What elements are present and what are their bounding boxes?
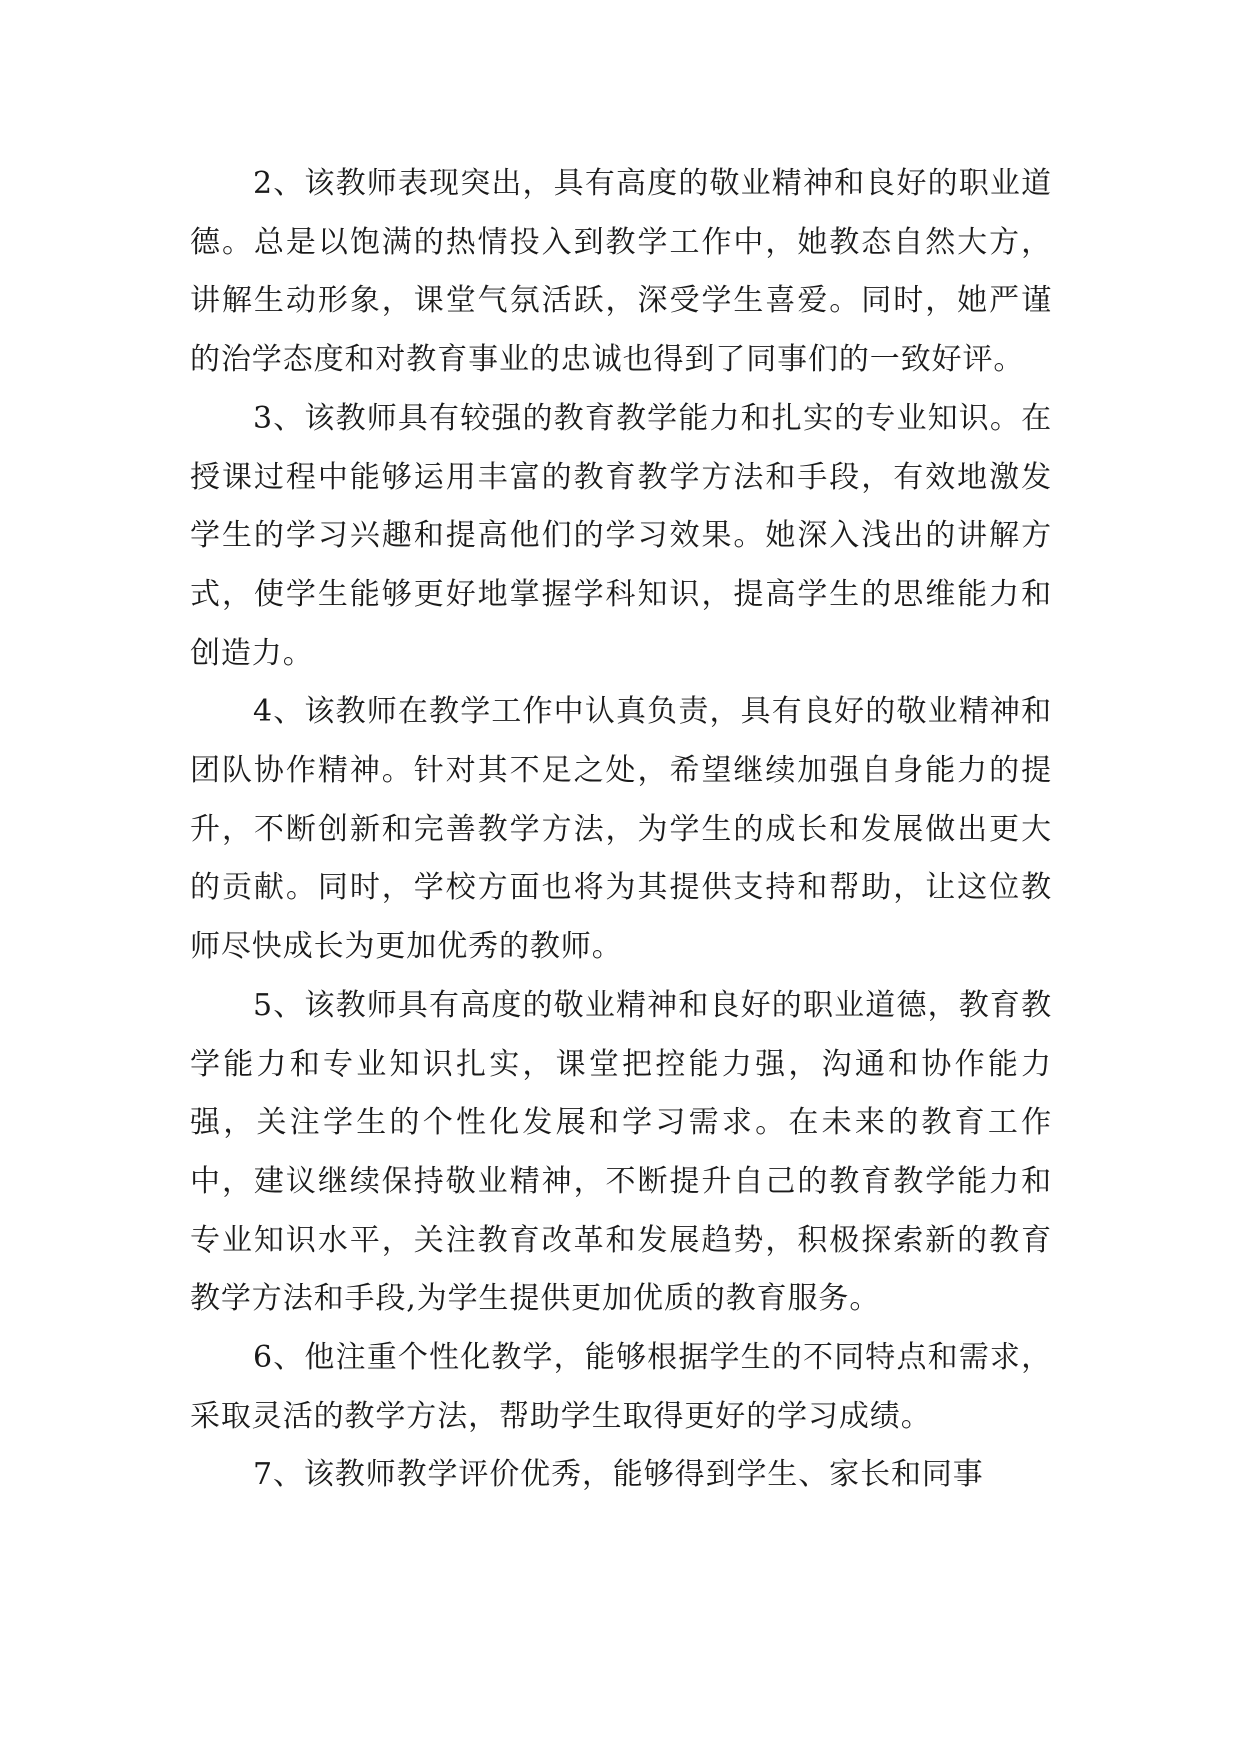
paragraph-6: 6、他注重个性化教学，能够根据学生的不同特点和需求，采取灵活的教学方法，帮助学生取得更好的学习成绩。 [190, 1340, 1052, 1434]
document-body [190, 155, 1052, 1505]
paragraph-4: 4、该教师在教学工作中认真负责，具有良好的敬业精神和团队协作精神。针对其不足之处，希望继续加强自身能力的提升，不断创新和完善教学方法，为学生的成长和发展做出更大的贡献。同时，学校方面也将为其提供支持和帮助，让这位教师尽快成长为更加优秀的教师。 [190, 694, 1052, 965]
paragraph-7: 7、该教师教学评价优秀，能够得到学生、家长和同事 [253, 1457, 984, 1493]
paragraph-2: 2、该教师表现突出，具有高度的敬业精神和良好的职业道德。总是以饱满的热情投入到教学工作中，她教态自然大方，讲解生动形象，课堂气氛活跃，深受学生喜爱。同时，她严谨的治学态度和对教育事业的忠诚也得到了同事们的一致好评。 [190, 166, 1052, 378]
paragraph-3: 3、该教师具有较强的教育教学能力和扎实的专业知识。在授课过程中能够运用丰富的教育教学方法和手段，有效地激发学生的学习兴趣和提高他们的学习效果。她深入浅出的讲解方式，使学生能够更好地掌握学科知识，提高学生的思维能力和创造力。 [190, 400, 1052, 671]
paragraph-5: 5、该教师具有高度的敬业精神和良好的职业道德，教育教学能力和专业知识扎实，课堂把控能力强，沟通和协作能力强，关注学生的个性化发展和学习需求。在未来的教育工作中，建议继续保持敬业精神，不断提升自己的教育教学能力和专业知识水平，关注教育改革和发展趋势，积极探索新的教育教学方法和手段,为学生提供更加优质的教育服务。 [190, 987, 1052, 1317]
